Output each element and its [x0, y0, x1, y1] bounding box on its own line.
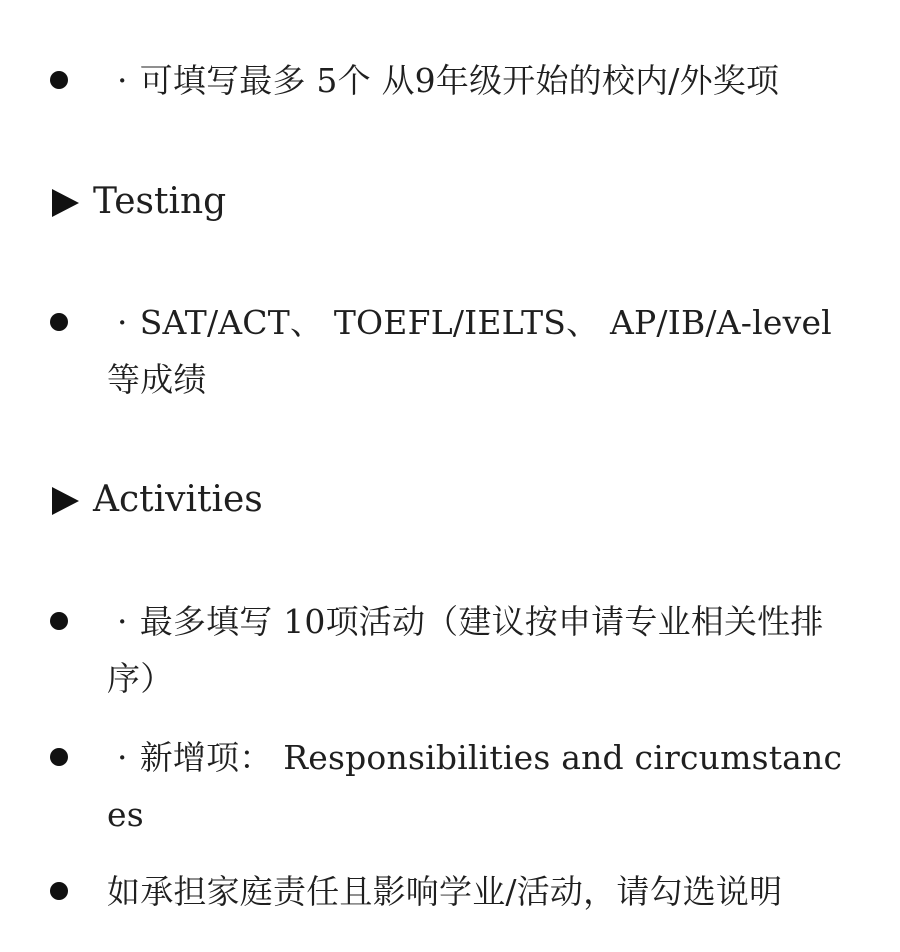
list-item-text [107, 863, 852, 920]
new-field-text: 新增项： Responsibilities and circumstances [107, 738, 843, 834]
bullet-dot [50, 612, 68, 630]
middle-dot-marker: · [117, 61, 128, 100]
list-item-text [107, 593, 852, 707]
section-heading-activities [52, 478, 263, 522]
bullet-dot [50, 313, 68, 331]
middle-dot-marker: · [117, 303, 128, 342]
family-responsibility-text: 如承担家庭责任且影响学业/活动，请勾选说明 [107, 872, 783, 911]
bullet-dot [50, 882, 68, 900]
triangle-right-icon [52, 189, 79, 217]
activities-limit-text: 最多填写 10项活动（建议按申请专业相关性排序） [107, 602, 824, 698]
list-item-text [107, 729, 852, 843]
triangle-right-icon [52, 487, 79, 515]
bullet-dot [50, 748, 68, 766]
awards-item-text: 可填写最多 5个 从9年级开始的校内/外奖项 [139, 61, 780, 100]
list-item-text [107, 52, 852, 109]
list-item-text [107, 294, 852, 408]
section-title: Activities [93, 479, 263, 520]
section-title: Testing [93, 181, 227, 222]
section-heading-testing [52, 180, 226, 224]
bullet-dot [50, 71, 68, 89]
middle-dot-marker: · [117, 602, 128, 641]
testing-item-text: SAT/ACT、 TOEFL/IELTS、 AP/IB/A-level 等成绩 [107, 303, 832, 399]
middle-dot-marker: · [117, 738, 128, 777]
